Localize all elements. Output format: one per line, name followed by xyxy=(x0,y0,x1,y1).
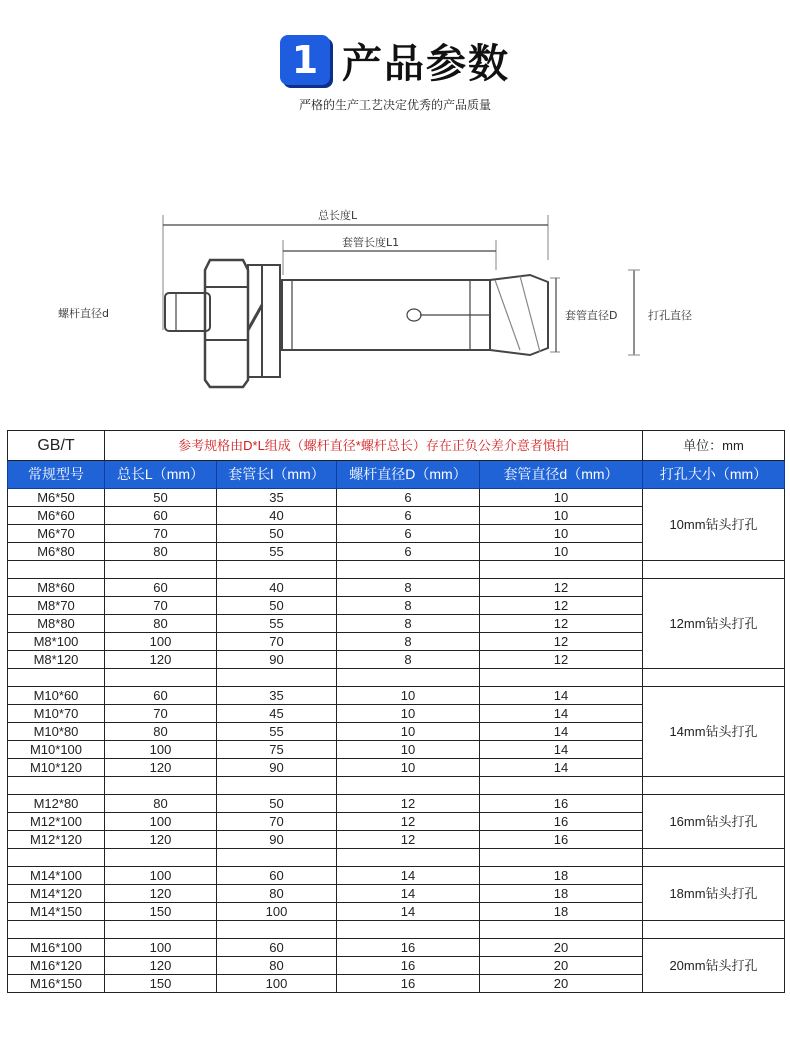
bolt-diameter-cell: 14 xyxy=(337,885,480,903)
model-cell: M6*50 xyxy=(8,489,105,507)
total-length-cell: 120 xyxy=(105,957,217,975)
section-subtitle: 严格的生产工艺决定优秀的产品质量 xyxy=(298,98,491,112)
spacer-cell xyxy=(217,777,337,795)
sleeve-length-cell: 45 xyxy=(217,705,337,723)
total-length-cell: 80 xyxy=(105,795,217,813)
total-length-cell: 70 xyxy=(105,525,217,543)
model-cell: M10*60 xyxy=(8,687,105,705)
spacer-cell xyxy=(643,849,785,867)
spacer-cell xyxy=(8,777,105,795)
drill-size-cell: 10mm钻头打孔 xyxy=(643,489,785,561)
bolt-diameter-cell: 14 xyxy=(337,903,480,921)
model-cell: M12*100 xyxy=(8,813,105,831)
bolt-diameter-cell: 8 xyxy=(337,615,480,633)
total-length-cell: 80 xyxy=(105,543,217,561)
spacer-cell xyxy=(105,561,217,579)
total-length-cell: 150 xyxy=(105,903,217,921)
size-notice: 参考规格由D*L组成（螺杆直径*螺杆总长）存在正负公差介意者慎拍 xyxy=(105,431,643,461)
total-length-cell: 50 xyxy=(105,489,217,507)
sleeve-diameter-cell: 20 xyxy=(480,975,643,993)
sleeve-length-label: 套管长度L1 xyxy=(342,236,400,249)
table-row xyxy=(8,489,785,507)
model-cell: M8*70 xyxy=(8,597,105,615)
total-length-cell: 80 xyxy=(105,615,217,633)
spacer-cell xyxy=(8,849,105,867)
spacer-cell xyxy=(337,669,480,687)
total-length-cell: 120 xyxy=(105,885,217,903)
spacer-cell xyxy=(480,921,643,939)
spacer-cell xyxy=(217,849,337,867)
section-number-badge: 1 xyxy=(280,35,330,85)
model-cell: M10*120 xyxy=(8,759,105,777)
spacer-cell xyxy=(337,849,480,867)
table-header-row xyxy=(8,461,785,489)
spacer-cell xyxy=(643,921,785,939)
drill-diameter-label: 打孔直径 xyxy=(648,309,692,322)
drill-size-cell: 12mm钻头打孔 xyxy=(643,579,785,669)
spacer-cell xyxy=(217,921,337,939)
sleeve-diameter-cell: 12 xyxy=(480,579,643,597)
spacer-cell xyxy=(105,849,217,867)
total-length-cell: 100 xyxy=(105,867,217,885)
spec-table xyxy=(7,430,785,993)
spacer-cell xyxy=(337,561,480,579)
bolt-diameter-cell: 16 xyxy=(337,975,480,993)
model-cell: M8*80 xyxy=(8,615,105,633)
bolt-diameter-cell: 12 xyxy=(337,813,480,831)
spacer-cell xyxy=(480,561,643,579)
sleeve-length-cell: 35 xyxy=(217,489,337,507)
sleeve-diameter-cell: 16 xyxy=(480,831,643,849)
sleeve-length-cell: 80 xyxy=(217,957,337,975)
spacer-cell xyxy=(480,849,643,867)
sleeve-length-cell: 90 xyxy=(217,831,337,849)
spacer-cell xyxy=(337,921,480,939)
sleeve-diameter-cell: 10 xyxy=(480,525,643,543)
table-row xyxy=(8,579,785,597)
model-cell: M10*80 xyxy=(8,723,105,741)
sleeve-diameter-cell: 12 xyxy=(480,651,643,669)
model-cell: M14*150 xyxy=(8,903,105,921)
sleeve-diameter-cell: 16 xyxy=(480,795,643,813)
col-header-bolt-diameter: 螺杆直径D（mm） xyxy=(337,461,480,489)
spacer-cell xyxy=(480,669,643,687)
bolt-diameter-cell: 10 xyxy=(337,741,480,759)
total-length-cell: 120 xyxy=(105,759,217,777)
bolt-diameter-cell: 10 xyxy=(337,687,480,705)
sleeve-diameter-cell: 14 xyxy=(480,741,643,759)
col-header-total-length: 总长L（mm） xyxy=(105,461,217,489)
drill-size-cell: 16mm钻头打孔 xyxy=(643,795,785,849)
model-cell: M6*80 xyxy=(8,543,105,561)
total-length-cell: 120 xyxy=(105,651,217,669)
spacer-cell xyxy=(8,669,105,687)
bolt-diameter-cell: 10 xyxy=(337,723,480,741)
bolt-diameter-cell: 8 xyxy=(337,651,480,669)
sleeve-length-cell: 50 xyxy=(217,597,337,615)
model-cell: M10*70 xyxy=(8,705,105,723)
model-cell: M12*80 xyxy=(8,795,105,813)
table-row xyxy=(8,939,785,957)
sleeve-diameter-cell: 18 xyxy=(480,867,643,885)
bolt-diameter-cell: 16 xyxy=(337,957,480,975)
bolt-diameter-cell: 12 xyxy=(337,831,480,849)
sleeve-diameter-cell: 10 xyxy=(480,507,643,525)
sleeve-length-cell: 90 xyxy=(217,759,337,777)
model-cell: M12*120 xyxy=(8,831,105,849)
spec-table-body xyxy=(8,489,785,993)
spacer-cell xyxy=(8,921,105,939)
section-title: 产品参数 xyxy=(342,40,510,87)
bolt-diameter-label: 螺杆直径d xyxy=(58,307,109,320)
model-cell: M16*120 xyxy=(8,957,105,975)
sleeve-length-cell: 75 xyxy=(217,741,337,759)
total-length-cell: 120 xyxy=(105,831,217,849)
sleeve-length-cell: 70 xyxy=(217,633,337,651)
model-cell: M8*120 xyxy=(8,651,105,669)
total-length-cell: 70 xyxy=(105,597,217,615)
sleeve-diameter-cell: 18 xyxy=(480,903,643,921)
model-cell: M10*100 xyxy=(8,741,105,759)
col-header-sleeve-diameter: 套管直径d（mm） xyxy=(480,461,643,489)
sleeve-length-cell: 50 xyxy=(217,525,337,543)
expansion-bolt-diagram xyxy=(0,190,790,390)
bolt-diameter-cell: 6 xyxy=(337,507,480,525)
bolt-diameter-cell: 14 xyxy=(337,867,480,885)
sleeve-diameter-label: 套管直径D xyxy=(565,309,618,322)
spacer-cell xyxy=(643,777,785,795)
drill-size-cell: 14mm钻头打孔 xyxy=(643,687,785,777)
table-row xyxy=(8,687,785,705)
sleeve-length-cell: 100 xyxy=(217,903,337,921)
sleeve-diameter-cell: 10 xyxy=(480,489,643,507)
table-row xyxy=(8,795,785,813)
sleeve-length-cell: 80 xyxy=(217,885,337,903)
total-length-cell: 150 xyxy=(105,975,217,993)
spacer-cell xyxy=(105,669,217,687)
unit-label: 单位：mm xyxy=(643,431,785,461)
section-header xyxy=(0,30,790,90)
spacer-cell xyxy=(643,561,785,579)
sleeve-length-cell: 35 xyxy=(217,687,337,705)
col-header-model: 常规型号 xyxy=(8,461,105,489)
total-length-label: 总长度L xyxy=(318,209,358,222)
sleeve-length-cell: 100 xyxy=(217,975,337,993)
table-info-row xyxy=(8,431,785,461)
sleeve-diameter-cell: 18 xyxy=(480,885,643,903)
bolt-diameter-cell: 6 xyxy=(337,525,480,543)
sleeve-length-cell: 40 xyxy=(217,579,337,597)
sleeve-length-cell: 55 xyxy=(217,723,337,741)
bolt-diameter-cell: 10 xyxy=(337,759,480,777)
spacer-cell xyxy=(217,669,337,687)
model-cell: M6*60 xyxy=(8,507,105,525)
bolt-diameter-cell: 8 xyxy=(337,579,480,597)
col-header-drill-size: 打孔大小（mm） xyxy=(643,461,785,489)
group-spacer-row xyxy=(8,849,785,867)
model-cell: M16*150 xyxy=(8,975,105,993)
spacer-cell xyxy=(480,777,643,795)
col-header-sleeve-length: 套管长l（mm） xyxy=(217,461,337,489)
total-length-cell: 60 xyxy=(105,507,217,525)
spacer-cell xyxy=(643,669,785,687)
sleeve-length-cell: 60 xyxy=(217,867,337,885)
sleeve-diameter-cell: 14 xyxy=(480,759,643,777)
bolt-diameter-cell: 10 xyxy=(337,705,480,723)
total-length-cell: 60 xyxy=(105,579,217,597)
group-spacer-row xyxy=(8,777,785,795)
sleeve-diameter-cell: 12 xyxy=(480,633,643,651)
model-cell: M8*100 xyxy=(8,633,105,651)
spacer-cell xyxy=(8,561,105,579)
sleeve-diameter-cell: 16 xyxy=(480,813,643,831)
bolt-diameter-cell: 16 xyxy=(337,939,480,957)
model-cell: M8*60 xyxy=(8,579,105,597)
total-length-cell: 80 xyxy=(105,723,217,741)
model-cell: M14*120 xyxy=(8,885,105,903)
sleeve-length-cell: 55 xyxy=(217,615,337,633)
standard-label: GB/T xyxy=(8,431,105,461)
total-length-cell: 100 xyxy=(105,741,217,759)
spacer-cell xyxy=(105,921,217,939)
sleeve-diameter-cell: 20 xyxy=(480,957,643,975)
table-row xyxy=(8,867,785,885)
bolt-diameter-cell: 6 xyxy=(337,543,480,561)
model-cell: M16*100 xyxy=(8,939,105,957)
group-spacer-row xyxy=(8,921,785,939)
spacer-cell xyxy=(105,777,217,795)
sleeve-diameter-cell: 12 xyxy=(480,597,643,615)
total-length-cell: 60 xyxy=(105,687,217,705)
spacer-cell xyxy=(337,777,480,795)
group-spacer-row xyxy=(8,561,785,579)
sleeve-length-cell: 70 xyxy=(217,813,337,831)
bolt-diameter-cell: 8 xyxy=(337,633,480,651)
model-cell: M14*100 xyxy=(8,867,105,885)
sleeve-diameter-cell: 12 xyxy=(480,615,643,633)
sleeve-diameter-cell: 14 xyxy=(480,705,643,723)
drill-size-cell: 18mm钻头打孔 xyxy=(643,867,785,921)
sleeve-diameter-cell: 10 xyxy=(480,543,643,561)
sleeve-length-cell: 90 xyxy=(217,651,337,669)
model-cell: M6*70 xyxy=(8,525,105,543)
total-length-cell: 100 xyxy=(105,939,217,957)
sleeve-length-cell: 60 xyxy=(217,939,337,957)
group-spacer-row xyxy=(8,669,785,687)
bolt-diameter-cell: 8 xyxy=(337,597,480,615)
bolt-diameter-cell: 6 xyxy=(337,489,480,507)
sleeve-diameter-cell: 14 xyxy=(480,723,643,741)
total-length-cell: 70 xyxy=(105,705,217,723)
sleeve-diameter-cell: 20 xyxy=(480,939,643,957)
spacer-cell xyxy=(217,561,337,579)
sleeve-diameter-cell: 14 xyxy=(480,687,643,705)
sleeve-length-cell: 55 xyxy=(217,543,337,561)
total-length-cell: 100 xyxy=(105,813,217,831)
drill-size-cell: 20mm钻头打孔 xyxy=(643,939,785,993)
sleeve-length-cell: 50 xyxy=(217,795,337,813)
bolt-diameter-cell: 12 xyxy=(337,795,480,813)
sleeve-length-cell: 40 xyxy=(217,507,337,525)
total-length-cell: 100 xyxy=(105,633,217,651)
